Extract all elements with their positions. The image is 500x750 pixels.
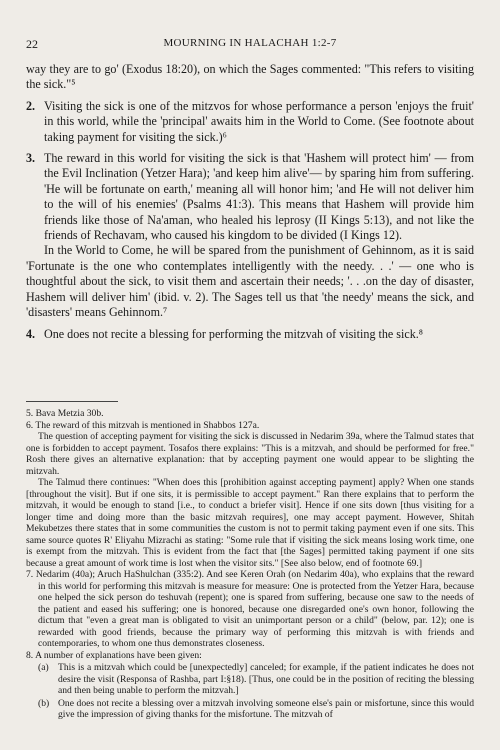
sub-label: (b) bbox=[38, 697, 50, 709]
page-header bbox=[26, 37, 474, 51]
footnote-divider bbox=[26, 401, 118, 402]
footnote-6-paragraph: The question of accepting payment for visiting the sick is discussed in Nedarim 39a, where the Talmud states that one is forbidden to accept payment. Tosafos there explains: "This is a mitzvah, and should be performed for free." Rosh there gives an alternative explanation: that by accepting payment one would appear to be slighting the mitzvah. bbox=[26, 431, 474, 477]
footnote-5: 5. Bava Metzia 30b. bbox=[26, 408, 104, 419]
item-text: Visiting the sick is one of the mitzvos for whose performance a person 'enjoys the fruit' in this world, while the 'principal' awaits him in the World to Come. (See footnote about taking payment for visiting the sick.)⁶ bbox=[44, 98, 474, 144]
intro-paragraph: way they are to go' (Exodus 18:20), on which the Sages commented: "This refers to visiting the sick."⁵ bbox=[26, 62, 474, 92]
footnote-7 bbox=[26, 569, 474, 650]
footnote-8-sub bbox=[26, 698, 474, 721]
footnote-8-sub bbox=[26, 662, 474, 697]
sub-text: One does not recite a blessing over a mitzvah involving someone else's pain or misfortune, since this would give the impression of giving thanks for the misfortune. The mitzvah of bbox=[58, 697, 474, 720]
item-number: 4. bbox=[26, 326, 36, 341]
list-item bbox=[26, 151, 474, 243]
list-item bbox=[26, 99, 474, 145]
sub-text: This is a mitzvah which could be [unexpectedly] canceled; for example, if the patient indicates he does not desire the visit (Responsa of Rashba, part I:§18). [Thus, one could be in the position of reciting the blessing and then being unable to perform the mitzvah.] bbox=[58, 662, 474, 696]
item-number: 2. bbox=[26, 98, 36, 113]
item-number: 3. bbox=[26, 151, 36, 166]
item-text: One does not recite a blessing for performing the mitzvah of visiting the sick.⁸ bbox=[44, 326, 424, 341]
sub-label: (a) bbox=[38, 662, 49, 673]
item-continuation: In the World to Come, he will be spared from the punishment of Gehinnom, as it is said 'Fortunate is the one who contemplates intelligently with the needy. . .' — one who is thoughtful about the sick, to visit them and ascertain their needs; '. . .on the day of disaster, Hashem will deliver him' (ibid. v. 2). The Sages tell us that 'the needy' means the sick, and 'disasters' means Gehinnom.⁷ bbox=[26, 243, 474, 320]
page-number: 22 bbox=[26, 37, 38, 51]
footnote-8: 8. A number of explanations have been given: bbox=[26, 649, 202, 661]
main-text bbox=[26, 62, 474, 342]
list-item bbox=[26, 327, 474, 342]
footnote-6: 6. The reward of this mitzvah is mentioned in Shabbos 127a. bbox=[26, 419, 260, 431]
item-text: The reward in this world for visiting the sick is that 'Hashem will protect him' — from the Evil Inclination (Yetzer Hara); 'and keep him alive'— by sparing him from suffering. 'He will be fortunate on earth,' meaning all will honor him; 'and He will not deliver him to the will of his enemies' (Psalms 41:3). This means that Hashem will provide him friends like those of Na'aman, who healed his leprosy (II Kings 5:13), and not like the friends of Rechavam, who caused his kingdom to be divided (I Kings 12). bbox=[44, 151, 474, 243]
footnotes bbox=[26, 408, 474, 721]
footnote-7-text: 7. Nedarim (40a); Aruch HaShulchan (335:2). And see Keren Orah (on Nedarim 40a), who explains that the reward in this world for performing this mitzvah is measure for measure: One is protected from the Yetzer Hara, because one helped the sick person do teshuvah (repent); one is spared from suffering, because one saw to the needs of the patient and eased his suffering; one is honored, because one disregarded one's own honor, following the dictum that "even a great man is obligated to visit an unimportant person or a child" (below, par. 12); one is rewarded with good friends, because the primary way of performing this mitzvah is with friends and contemporaries, to whom one thus demonstrates closeness. bbox=[26, 569, 474, 649]
footnote-6-paragraph: The Talmud there continues: "When does this [prohibition against accepting payment] apply? When one stands [throughout the visit]. But if one sits, it is permissible to accept payment." Ran there explains that to perform the mitzvah, it would be enough to stand [i.e., to conduct a briefer visit]. Hence if one sits down [thus visiting for a longer time and doing more than the basic mitzvah requires], one may accept payment. However, Shitah Mekubetzes there states that in some communities the custom is not to permit taking payment even if one sits. This same source quotes R' Eliyahu Mizrachi as stating: "Some rule that if visiting the sick means losing work time, one is exempt from the mitzvah. This is evident from the fact that [the Sages] permitted taking payment if one sits because a great amount of work time is lost when the visitor sits." [See also below, end of footnote 69.] bbox=[26, 477, 474, 569]
running-title: MOURNING IN HALACHAH 1:2-7 bbox=[163, 37, 337, 49]
